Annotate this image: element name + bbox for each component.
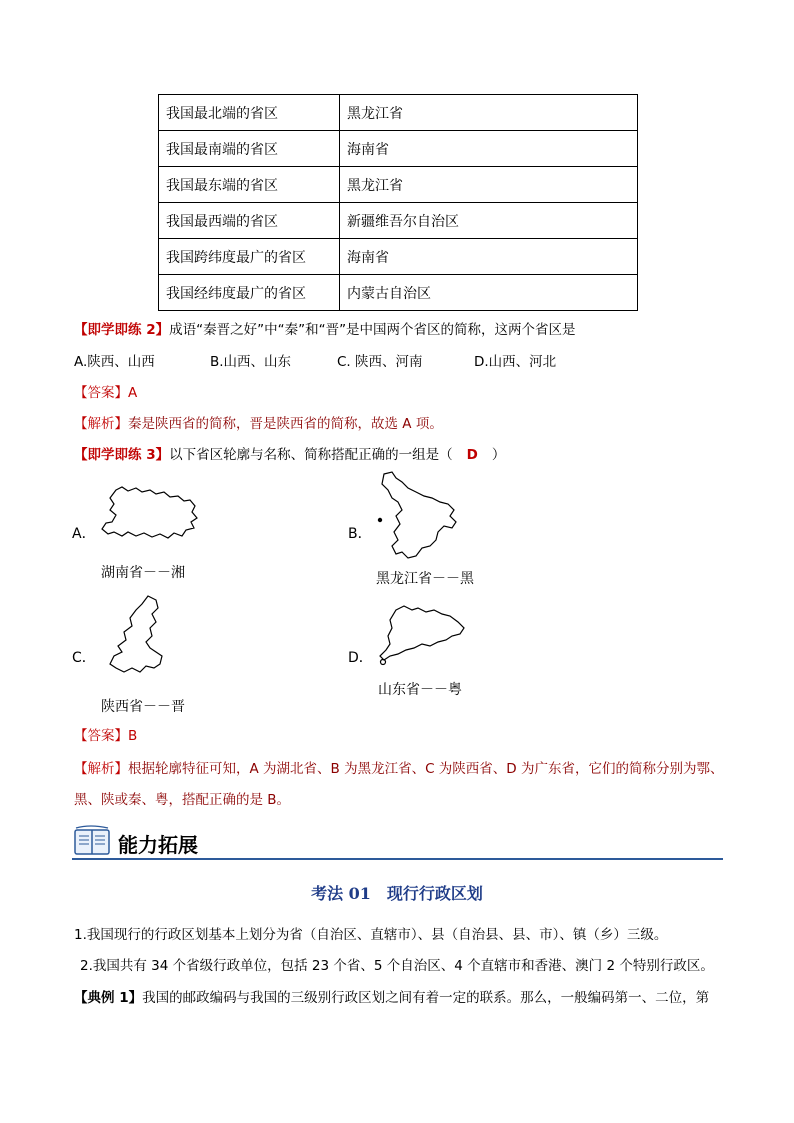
shaanxi-outline-map <box>104 594 170 676</box>
table-cell-label: 我国最北端的省区 <box>159 95 340 131</box>
table-row <box>159 167 638 203</box>
q3-analysis-text-2: 黑、陕或秦、粤，搭配正确的是 B。 <box>74 792 291 808</box>
q3-analysis-text: 根据轮廓特征可知，A 为湖北省、B 为黑龙江省、C 为陕西省、D 为广东省，它们的简称分别为鄂、 <box>128 761 724 777</box>
q2-analysis-text: 秦是陕西省的简称，晋是陕西省的简称，故选 A 项。 <box>128 416 443 432</box>
q2-answer <box>74 381 137 401</box>
table-cell-label: 我国跨纬度最广的省区 <box>159 239 340 275</box>
table-cell-label: 我国经纬度最广的省区 <box>159 275 340 311</box>
table-row <box>159 275 638 311</box>
guangdong-outline-map <box>374 604 470 668</box>
q2-option-a: A.陕西、山西 <box>74 354 155 370</box>
table-row <box>159 95 638 131</box>
kaofa-paragraph-2: 2.我国共有 34 个省级行政单位，包括 23 个省、5 个自治区、4 个直辖市和香港、澳门 2 个特别行政区。 <box>80 958 714 974</box>
q3-question <box>74 443 505 463</box>
table-row <box>159 131 638 167</box>
q2-option-b: B.山西、山东 <box>210 354 292 370</box>
table-cell-label: 我国最南端的省区 <box>159 131 340 167</box>
table-row <box>159 239 638 275</box>
q2-analysis-tag: 【解析】 <box>74 416 128 432</box>
q3-analysis-line1 <box>74 757 723 777</box>
kaofa-title: 考法 01 现行行政区划 <box>311 884 483 903</box>
table-cell-label: 我国最东端的省区 <box>159 167 340 203</box>
hubei-outline-map <box>98 484 202 544</box>
section-title: 能力拓展 <box>118 833 198 857</box>
heilongjiang-outline-map <box>374 470 462 564</box>
table-cell-value: 黑龙江省 <box>340 167 638 203</box>
q2-answer-value: A <box>128 385 138 401</box>
q3-answer-value: B <box>128 728 138 744</box>
q3-text: 以下省区轮廓与名称、简称搭配正确的一组是（ <box>169 447 453 463</box>
table-row <box>159 203 638 239</box>
q3-option-c-letter: C． <box>72 650 96 666</box>
kaofa-paragraph-1: 1.我国现行的行政区划基本上划分为省（自治区、直辖市）、县（自治县、县、市）、镇（乡）三级。 <box>74 927 668 943</box>
q3-close: ） <box>491 447 506 463</box>
q2-analysis <box>74 412 443 432</box>
q3-option-b-letter: B． <box>348 526 372 542</box>
table-cell-value: 海南省 <box>340 239 638 275</box>
q2-tag: 【即学即练 2】 <box>74 322 170 338</box>
q3-answer-tag: 【答案】 <box>74 728 128 744</box>
q3-option-c-caption: 陕西省－－晋 <box>101 699 185 715</box>
q3-option-d-letter: D． <box>348 650 373 666</box>
q3-answer <box>74 724 137 744</box>
q3-option-b-caption: 黑龙江省－－黑 <box>376 571 474 587</box>
table-cell-label: 我国最西端的省区 <box>159 203 340 239</box>
q3-tag: 【即学即练 3】 <box>74 447 170 463</box>
table-cell-value: 海南省 <box>340 131 638 167</box>
q2-text: 成语“秦晋之好”中“秦”和“晋”是中国两个省区的简称，这两个省区是 <box>169 322 576 338</box>
q3-analysis-tag: 【解析】 <box>74 761 128 777</box>
q2-option-c: C. 陕西、河南 <box>337 354 423 370</box>
kaofa-example <box>74 986 709 1006</box>
kaofa-example-tag: 【典例 1】 <box>74 990 143 1006</box>
q2-question <box>74 318 576 338</box>
q3-inline-answer: D <box>466 447 478 463</box>
q3-option-d-caption: 山东省－－粤 <box>378 682 462 698</box>
section-divider <box>72 858 723 860</box>
q3-option-a-letter: A． <box>72 526 96 542</box>
table-cell-value: 新疆维吾尔自治区 <box>340 203 638 239</box>
facts-table <box>158 94 638 311</box>
q2-option-d: D.山西、河北 <box>474 354 557 370</box>
kaofa-example-text: 我国的邮政编码与我国的三级别行政区划之间有着一定的联系。那么，一般编码第一、二位，第 <box>142 990 710 1006</box>
q3-analysis-line2 <box>74 788 290 808</box>
table-cell-value: 黑龙江省 <box>340 95 638 131</box>
q2-answer-tag: 【答案】 <box>74 385 128 401</box>
book-icon <box>72 824 114 860</box>
table-cell-value: 内蒙古自治区 <box>340 275 638 311</box>
q3-option-a-caption: 湖南省－－湘 <box>101 565 185 581</box>
